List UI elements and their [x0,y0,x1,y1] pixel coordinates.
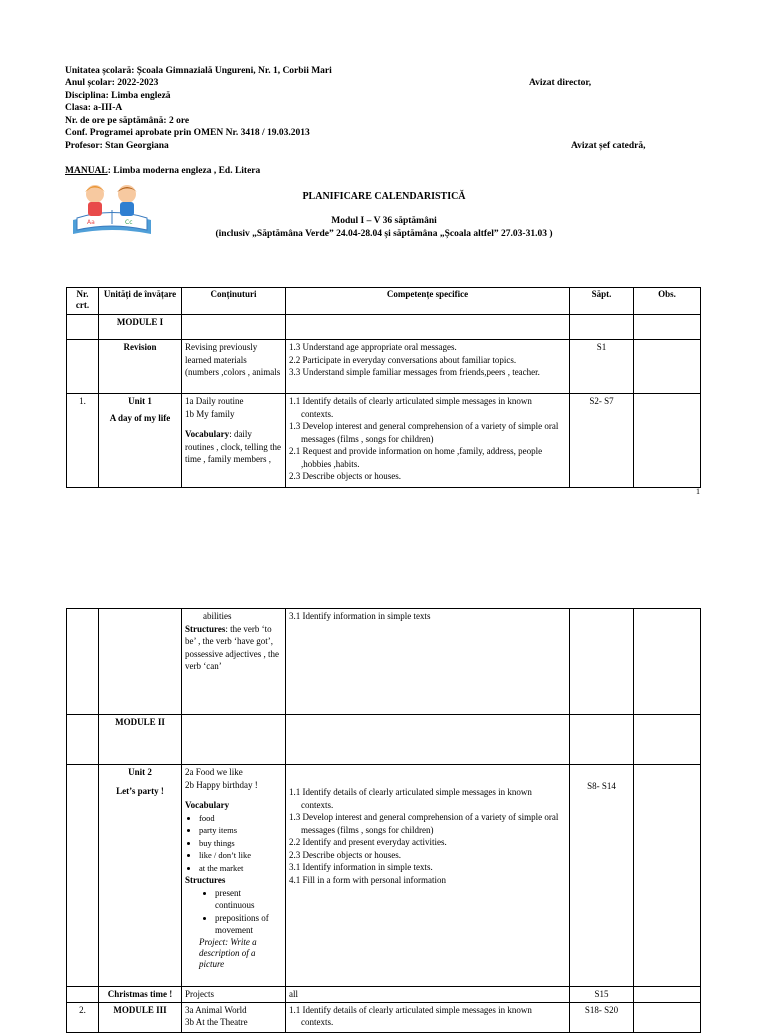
structures-list [185,887,282,937]
content-cell: abilities Structures: the verb ‘to be’ , the verb ‘have got’, possessive adjectives , the verb ‘can’ [182,609,286,715]
list-item: • present continuous [215,887,282,912]
col-nr: Nr. crt. [67,288,99,315]
program-reference: Conf. Programei aprobate prin OMEN Nr. 3418 / 19.03.2013 [65,128,310,138]
table-row [67,609,701,715]
competence-cell: 3.1 Identify information in simple texts [286,609,570,715]
week-cell: S1 [570,340,634,394]
week-cell: S8- S14 [570,765,634,987]
head-approval: Avizat șef catedră, [571,141,646,151]
competence-cell: 1.1 Identify details of clearly articulated simple messages in known contexts. 1.3 Develop interest and general comprehension of a variety of simple oral messages (films , songs for children) 2.1 Request and provide information on home ,family, address, people ,hobbies ,habits. 2.3 Describe objects or houses. [286,394,570,488]
module-label: MODULE III [99,1002,182,1032]
table-row [67,394,701,488]
manual-line [65,166,260,176]
content-cell: 1a Daily routine 1b My family Vocabulary: daily routines , clock, telling the time , family members , [182,394,286,488]
content-cell: 3a Animal World 3b At the Theatre [182,1002,286,1032]
unit-name: Revision [99,340,182,394]
col-contents: Conținuturi [182,288,286,315]
week-cell: S18- S20 [570,1002,634,1032]
planning-table-page1 [66,287,701,488]
content-cell: Revising previously learned materials (numbers ,colors , animals [182,340,286,394]
manual-value: : Limba moderna engleza , Ed. Litera [107,166,261,176]
week-cell: S2- S7 [570,394,634,488]
module-label: MODULE I [99,315,182,340]
table-row [67,340,701,394]
table-header-row [67,288,701,315]
page-number: 1 [696,487,700,496]
table-row [67,715,701,765]
col-obs: Obs. [634,288,701,315]
competence-cell: 1.3 Understand age appropriate oral messages. 2.2 Participate in everyday conversations about familiar topics. 3.3 Understand simple familiar messages from friends,peers , teacher. [286,340,570,394]
project-note: Project: Write a description of a picture [199,936,257,969]
school-name: Unitatea școlară: Școala Gimnazială Ungureni, Nr. 1, Corbii Mari [65,66,332,76]
list-item: • prepositions of movement [215,912,282,937]
list-item: • at the market [199,862,282,875]
col-competences: Competențe specifice [286,288,570,315]
content-cell: Projects [182,987,286,1003]
competence-cell: all [286,987,570,1003]
table-row [67,1002,701,1032]
school-year: Anul școlar: 2022-2023 [65,78,159,88]
week-cell: S15 [570,987,634,1003]
table-row [67,765,701,987]
table-row [67,315,701,340]
weeks-note: (inclusiv „Săptămâna Verde” 24.04-28.04 și săptămâna „Școala altfel” 27.03-31.03 ) [215,229,553,239]
teacher: Profesor: Stan Georgiana [65,141,169,151]
content-cell: 2a Food we like 2b Happy birthday ! Vocabulary • food • party items • buy things • like / don’t like • at the market Structures • present continuous • prepositions of movement Project: Write a description of a picture [182,765,286,987]
competence-cell: 1.1 Identify details of clearly articulated simple messages in known contexts. 1.3 Develop interest and general comprehension of a variety of simple oral messages (films , songs for children) 2.2 Identify and present everyday activities. 2.3 Describe objects or houses. 3.1 Identify information in simple texts. 4.1 Fill in a form with personal information [286,765,570,987]
svg-text:Aa: Aa [87,219,95,226]
subject: Disciplina: Limba engleză [65,91,171,101]
page-title: PLANIFICARE CALENDARISTICĂ [302,191,466,202]
unit-cell: Unit 1 A day of my life [99,394,182,488]
list-item: • party items [199,824,282,837]
competence-cell: 1.1 Identify details of clearly articulated simple messages in known contexts. [286,1002,570,1032]
svg-text:Cc: Cc [125,219,133,226]
manual-label: MANUAL [65,166,108,176]
list-item: • buy things [199,837,282,850]
director-approval: Avizat director, [529,78,592,88]
module-label: MODULE II [99,715,182,765]
vocabulary-list [185,812,282,875]
table-row [67,987,701,1003]
unit-cell: Unit 2 Let’s party ! [99,765,182,987]
unit-name: Christmas time ! [99,987,182,1003]
list-item: • food [199,812,282,825]
planning-table-page2 [66,608,701,1033]
row-number: 2. [67,1002,99,1032]
col-weeks: Săpt. [570,288,634,315]
list-item: • like / don’t like [199,849,282,862]
row-number: 1. [67,394,99,488]
class: Clasa: a-III-A [65,103,123,113]
col-units: Unități de învățare [99,288,182,315]
hours-per-week: Nr. de ore pe săptămână: 2 ore [65,116,190,126]
module-subtitle: Modul I – V 36 săptămâni [331,216,437,226]
